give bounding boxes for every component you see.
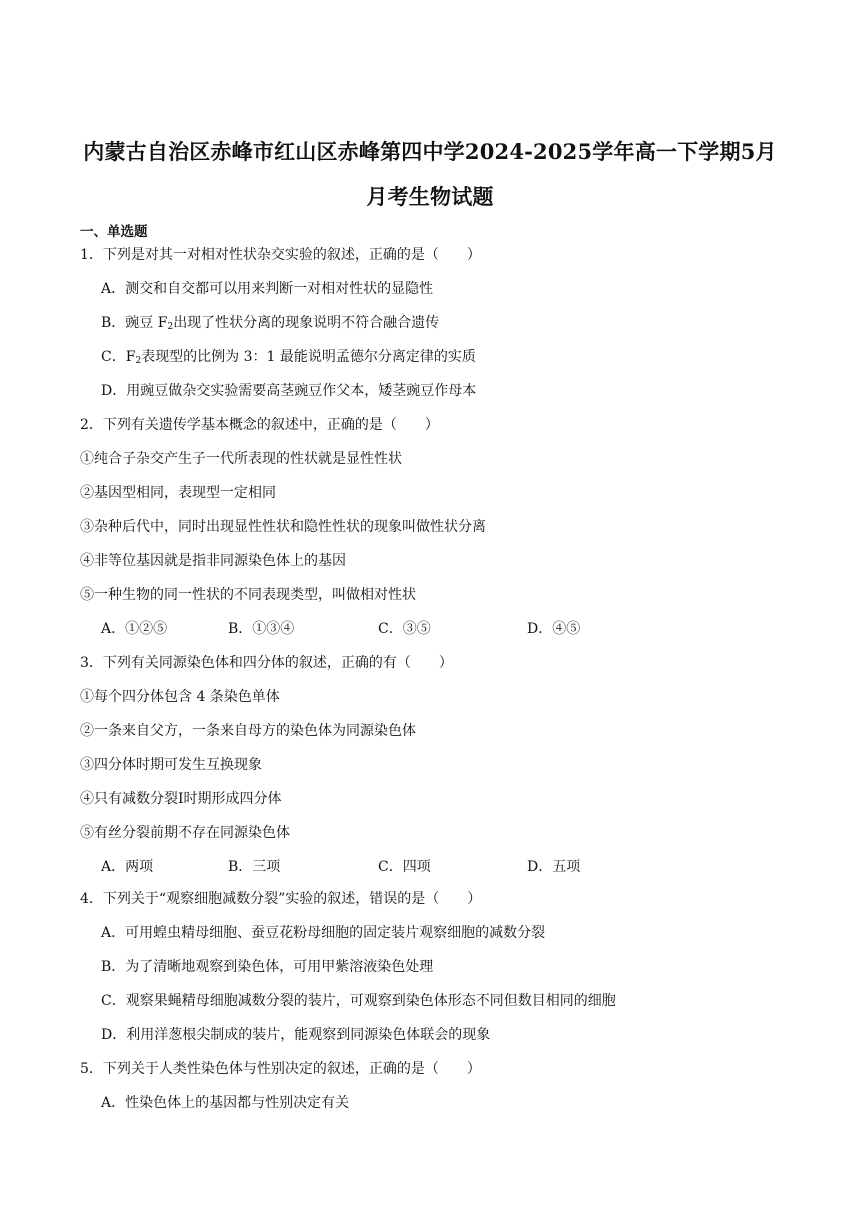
q5-option-a: A．性染色体上的基因都与性别决定有关 bbox=[101, 1095, 350, 1111]
q4-option-b: B．为了清晰地观察到染色体，可用甲紫溶液染色处理 bbox=[101, 959, 434, 975]
q4-option-a: A．可用蝗虫精母细胞、蚕豆花粉母细胞的固定装片观察细胞的减数分裂 bbox=[101, 925, 546, 941]
q3-statement-5: ⑤有丝分裂前期不存在同源染色体 bbox=[80, 825, 290, 841]
exam-title-line2: 月考生物试题 bbox=[366, 184, 494, 209]
q1-option-b bbox=[101, 314, 439, 336]
q3-statement-3: ③四分体时期可发生互换现象 bbox=[80, 757, 262, 773]
q3-option-d: D．五项 bbox=[527, 859, 581, 875]
q2-option-b: B．①③④ bbox=[228, 621, 295, 637]
q3-option-c: C．四项 bbox=[378, 859, 431, 875]
q3-statement-1: ①每个四分体包含 4 条染色单体 bbox=[80, 689, 280, 705]
q1-option-b-pre: B．豌豆 F bbox=[101, 315, 168, 331]
q2-statement-3: ③杂种后代中，同时出现显性性状和隐性性状的现象叫做性状分离 bbox=[80, 519, 486, 535]
q1-option-c-sub: 2 bbox=[135, 356, 142, 366]
q2-statement-1: ①纯合子杂交产生子一代所表现的性状就是显性性状 bbox=[80, 451, 402, 467]
q2-statement-5: ⑤一种生物的同一性状的不同表现类型，叫做相对性状 bbox=[80, 587, 416, 603]
q2-option-d: D．④⑤ bbox=[527, 621, 581, 637]
q5-stem: 5．下列关于人类性染色体与性别决定的叙述，正确的是（ ） bbox=[80, 1061, 481, 1077]
q1-option-d: D．用豌豆做杂交实验需要高茎豌豆作父本，矮茎豌豆作母本 bbox=[101, 383, 477, 399]
q2-option-c: C．③⑤ bbox=[378, 621, 431, 637]
q1-option-c-post: 表现型的比例为 3：1 最能说明孟德尔分离定律的实质 bbox=[141, 349, 476, 365]
exam-title-line1: 内蒙古自治区赤峰市红山区赤峰第四中学2024-2025学年高一下学期5月 bbox=[83, 139, 777, 164]
q4-stem: 4．下列关于“观察细胞减数分裂”实验的叙述，错误的是（ ） bbox=[80, 891, 482, 907]
q1-option-b-post: 出现了性状分离的现象说明不符合融合遗传 bbox=[173, 315, 440, 331]
q2-statement-4: ④非等位基因就是指非同源染色体上的基因 bbox=[80, 553, 346, 569]
q2-stem: 2．下列有关遗传学基本概念的叙述中，正确的是（ ） bbox=[80, 417, 439, 433]
q3-option-a: A．两项 bbox=[101, 859, 154, 875]
q4-option-d: D．利用洋葱根尖制成的装片，能观察到同源染色体联会的现象 bbox=[101, 1027, 491, 1043]
q4-option-c: C．观察果蝇精母细胞减数分裂的装片，可观察到染色体形态不同但数目相同的细胞 bbox=[101, 993, 616, 1009]
q3-stem: 3．下列有关同源染色体和四分体的叙述，正确的有（ ） bbox=[80, 655, 453, 671]
q2-option-a: A．①②⑤ bbox=[101, 621, 168, 637]
q3-statement-2: ②一条来自父方，一条来自母方的染色体为同源染色体 bbox=[80, 723, 416, 739]
q1-stem: 1．下列是对其一对相对性状杂交实验的叙述，正确的是（ ） bbox=[80, 247, 481, 263]
q3-statement-4: ④只有减数分裂Ⅰ时期形成四分体 bbox=[80, 791, 282, 807]
section-heading: 一、单选题 bbox=[80, 224, 148, 240]
q1-option-b-sub: 2 bbox=[167, 322, 174, 332]
q1-option-c-pre: C．F bbox=[101, 349, 136, 365]
q1-option-c bbox=[101, 348, 476, 370]
q1-option-a: A．测交和自交都可以用来判断一对相对性状的显隐性 bbox=[101, 281, 434, 297]
q2-statement-2: ②基因型相同，表现型一定相同 bbox=[80, 485, 276, 501]
q3-option-b: B．三项 bbox=[228, 859, 281, 875]
